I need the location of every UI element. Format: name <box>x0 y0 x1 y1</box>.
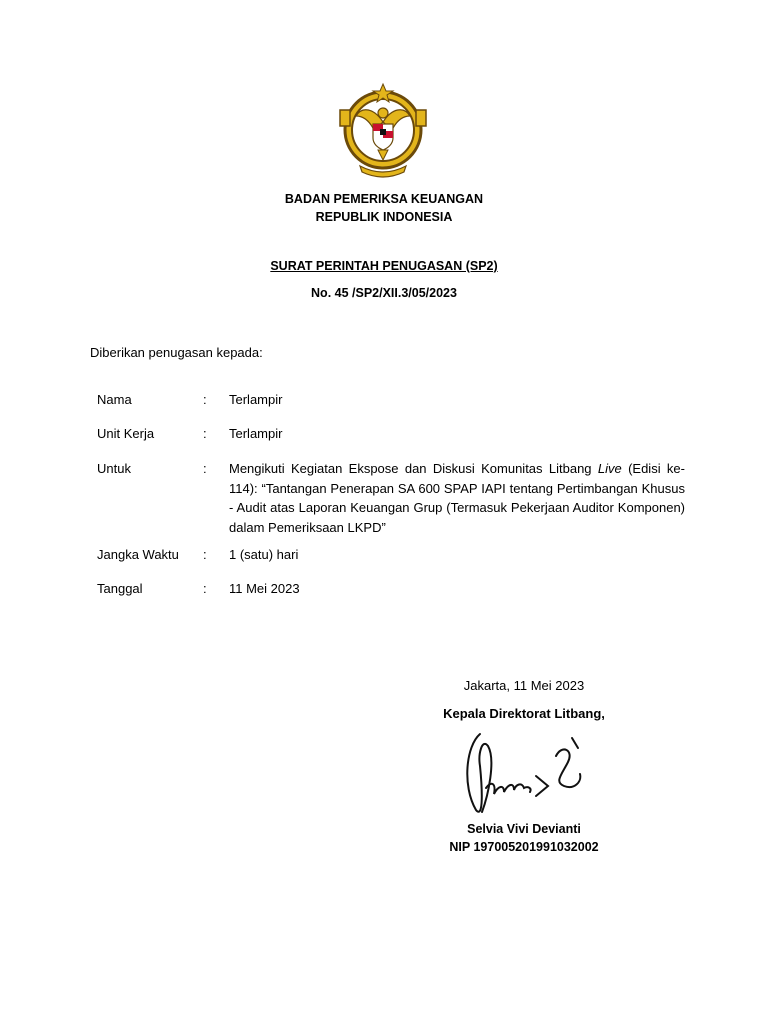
institution-name: BADAN PEMERIKSA KEUANGAN <box>284 192 484 206</box>
letter-number: No. 45 /SP2/XII.3/05/2023 <box>311 286 457 300</box>
field-label: Nama <box>97 392 132 407</box>
intro-text: Diberikan penugasan kepada: <box>90 345 263 360</box>
field-value: 1 (satu) hari <box>229 547 299 562</box>
field-label: Untuk <box>97 461 131 476</box>
field-label: Unit Kerja <box>97 426 155 441</box>
field-value: 11 Mei 2023 <box>229 581 300 596</box>
field-colon: : <box>203 426 207 441</box>
field-label: Tanggal <box>97 581 143 596</box>
field-colon: : <box>203 547 207 562</box>
handwritten-signature-icon <box>452 726 592 826</box>
signer-nip: NIP 197005201991032002 <box>449 840 599 854</box>
field-label: Jangka Waktu <box>97 547 179 562</box>
field-value: Terlampir <box>229 426 283 441</box>
garuda-emblem-icon <box>334 82 432 182</box>
field-colon: : <box>203 461 207 476</box>
institution-country: REPUBLIK INDONESIA <box>315 210 453 224</box>
field-colon: : <box>203 392 207 407</box>
purpose-text-italic: Live <box>597 461 622 476</box>
letter-title: SURAT PERINTAH PENUGASAN (SP2) <box>270 259 498 273</box>
field-colon: : <box>203 581 207 596</box>
signer-name: Selvia Vivi Devianti <box>467 822 581 836</box>
purpose-text-end: (Edisi ke-114): “Tantangan Penerapan SA 600 SPAP IAPI tentang Pertimbangan Khusus - Audit atas Laporan Keuangan Grup (Termasuk Pekerjaan Auditor Komponen) dalam Pemeriksaan LKPD” <box>229 461 685 535</box>
place-date: Jakarta, 11 Mei 2023 <box>463 678 585 693</box>
field-value: Terlampir <box>229 392 283 407</box>
signer-position: Kepala Direktorat Litbang, <box>443 706 605 721</box>
purpose-text-start: Mengikuti Kegiatan Ekspose dan Diskusi Komunitas Litbang <box>229 461 598 476</box>
field-value-untuk <box>229 461 685 537</box>
